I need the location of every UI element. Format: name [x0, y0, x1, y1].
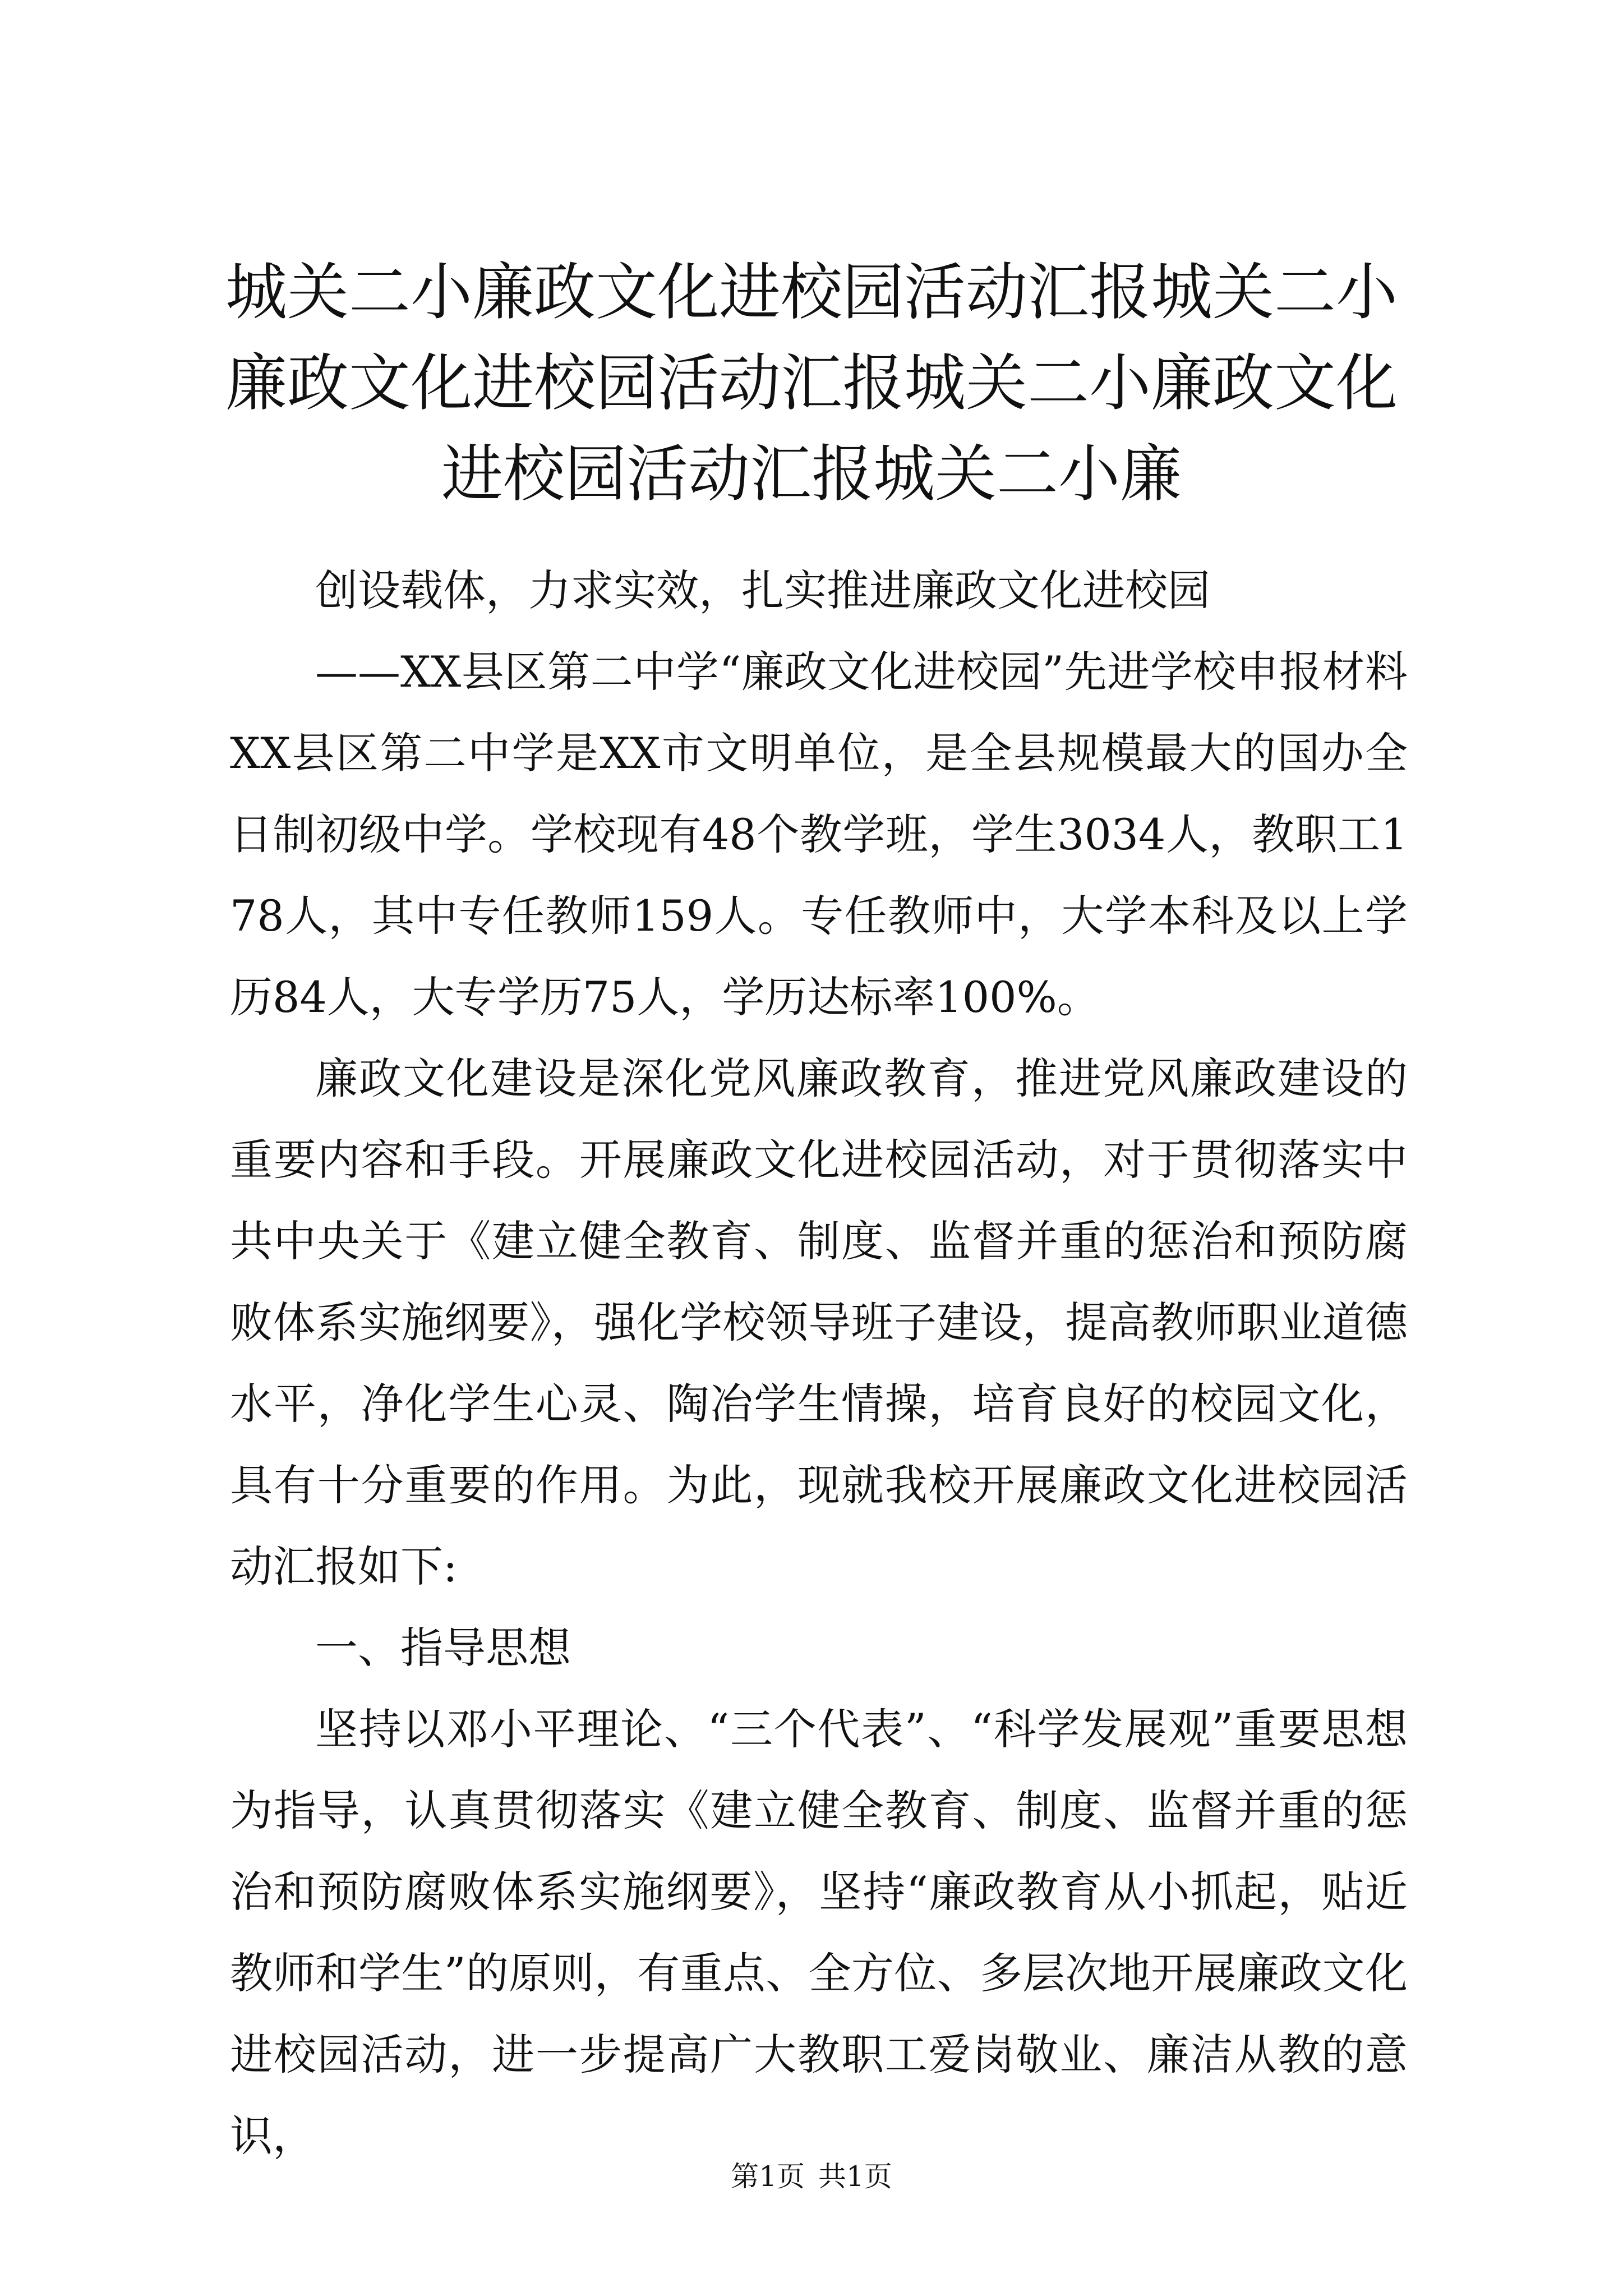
paragraph-purpose: 廉政文化建设是深化党风廉政教育，推进党风廉政建设的重要内容和手段。开展廉政文化进校园活动，对于贯彻落实中共中央关于《建立健全教育、制度、监督并重的惩治和预防腐败体系实施纲要》，强化学校领导班子建设，提高教师职业道德水平，净化学生心灵、陶冶学生情操，培育良好的校园文化，具有十分重要的作用。为此，现就我校开展廉政文化进校园活动汇报如下:	[230, 1053, 1408, 1591]
page-total: 共1页	[818, 2160, 892, 2193]
document-title: 城关二小廉政文化进校园活动汇报城关二小廉政文化进校园活动汇报城关二小廉政文化进校园活动汇报城关二小廉	[225, 256, 1398, 510]
page-number: 第1页	[731, 2160, 805, 2193]
page-footer	[0, 2160, 1623, 2193]
document-subtitle: 创设载体，力求实效，扎实推进廉政文化进校园	[315, 565, 1210, 615]
section-heading-guiding-ideology: 一、指导思想	[315, 1623, 571, 1673]
paragraph-guiding-ideology: 坚持以邓小平理论、“三个代表”、“科学发展观”重要思想为指导，认真贯彻落实《建立健全教育、制度、监督并重的惩治和预防腐败体系实施纲要》，坚持“廉政教育从小抓起，贴近教师和学生”的原则，有重点、全方位、多层次地开展廉政文化进校园活动，进一步提高广大教职工爱岗敬业、廉洁从教的意识，	[230, 1704, 1408, 2161]
document-body	[230, 550, 1408, 2177]
paragraph-intro: ——XX县区第二中学“廉政文化进校园”先进学校申报材料XX县区第二中学是XX市文明单位，是全县规模最大的国办全日制初级中学。学校现有48个教学班，学生3034人，教职工178人，其中专任教师159人。专任教师中，大学本科及以上学历84人，大专学历75人，学历达标率100%。	[230, 647, 1408, 1022]
